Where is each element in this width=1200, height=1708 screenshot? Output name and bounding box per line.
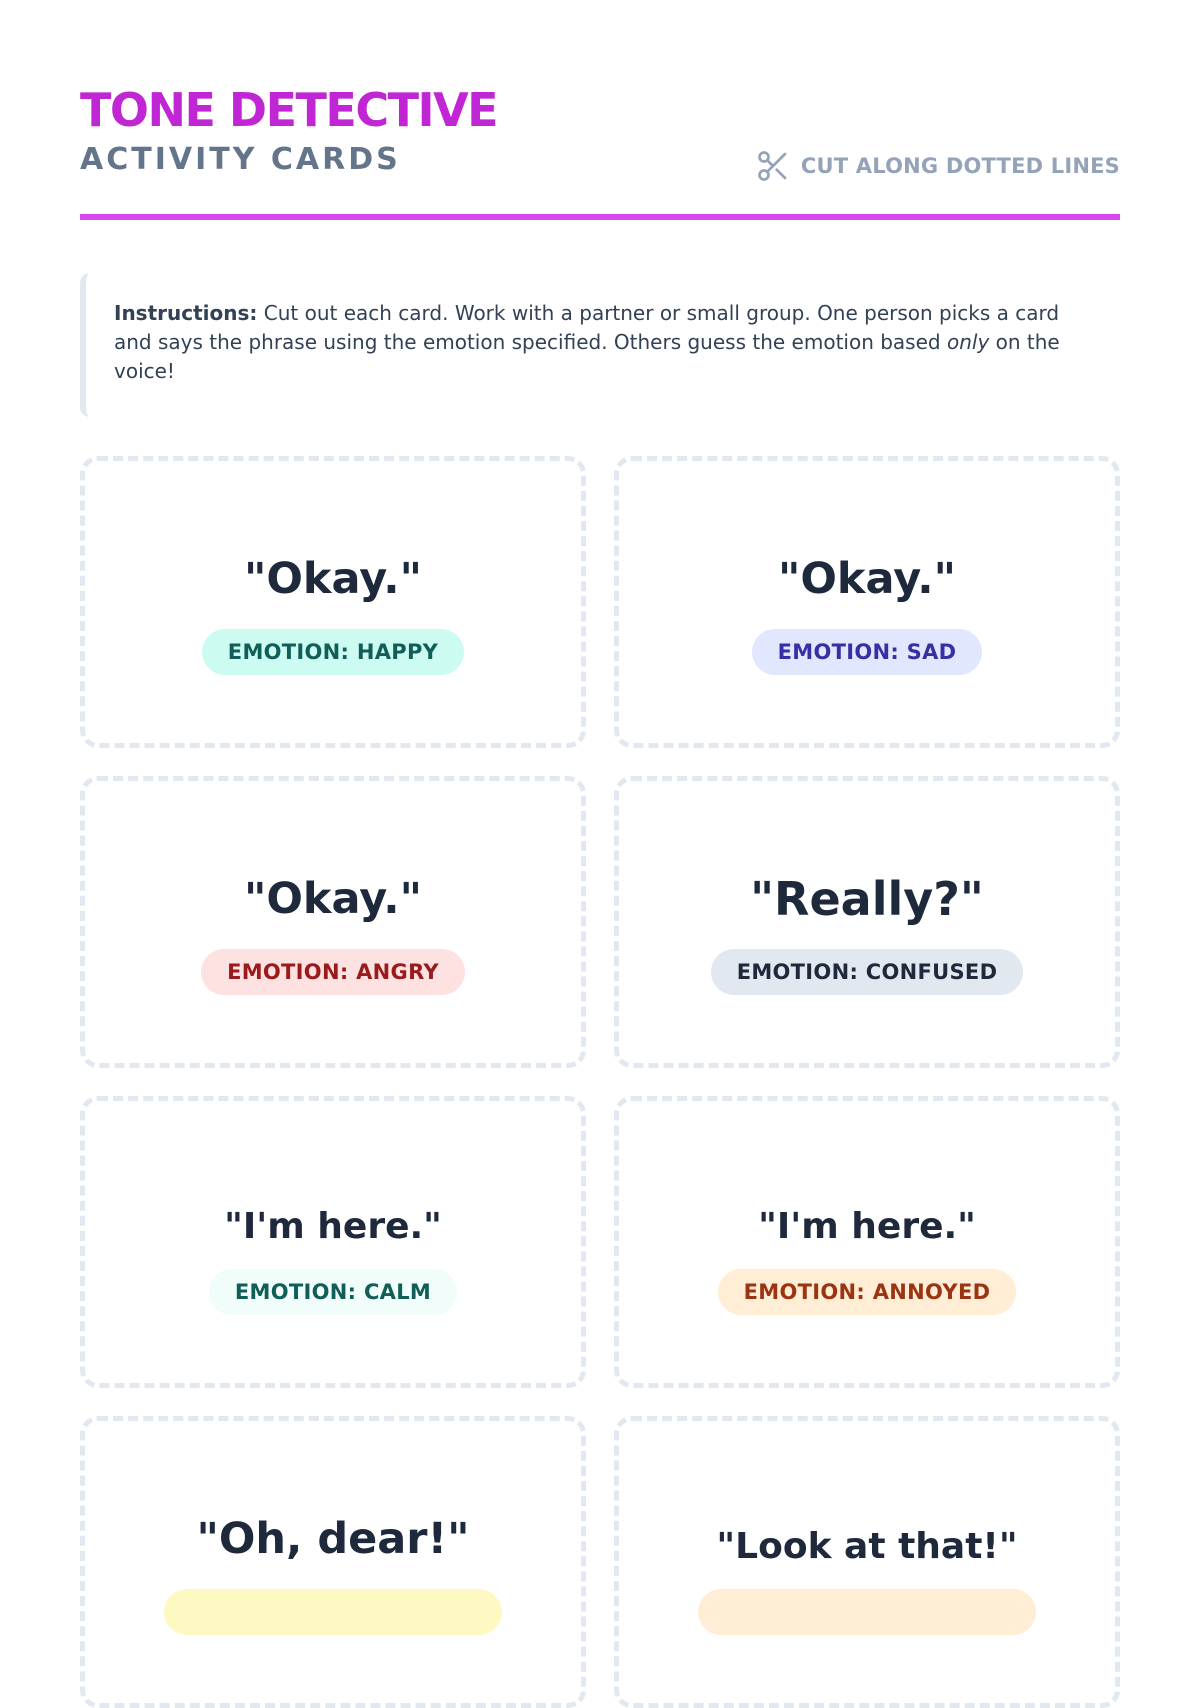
card-phrase: "Okay." — [243, 554, 423, 604]
activity-card — [80, 1416, 586, 1708]
emotion-badge — [164, 1589, 502, 1635]
card-phrase: "I'm here." — [224, 1206, 442, 1247]
instructions-text-2: on the voice! — [114, 330, 1060, 383]
activity-card — [614, 776, 1120, 1068]
cut-note — [755, 148, 1120, 184]
cut-note-text: CUT ALONG DOTTED LINES — [800, 154, 1120, 178]
card-phrase: "Look at that!" — [716, 1526, 1018, 1567]
activity-sheet — [80, 0, 1120, 1600]
activity-card — [80, 776, 586, 1068]
instructions-emphasis: only — [946, 330, 990, 354]
scissors-icon — [755, 148, 791, 184]
emotion-badge: EMOTION: SAD — [752, 629, 983, 675]
instructions-text-1: Cut out each card. Work with a partner or small group. One person picks a card and says the phrase using the emotion specified. Others guess the emotion based — [114, 301, 1060, 354]
card-phrase: "I'm here." — [758, 1206, 976, 1247]
activity-card — [614, 1416, 1120, 1708]
header-divider — [80, 214, 1120, 220]
page-subtitle: ACTIVITY CARDS — [80, 142, 401, 177]
activity-card — [614, 456, 1120, 748]
instructions-box — [80, 273, 1120, 417]
instructions-label: Instructions: — [114, 301, 258, 325]
emotion-badge: EMOTION: CONFUSED — [711, 949, 1024, 995]
activity-card — [80, 456, 586, 748]
card-phrase: "Really?" — [750, 872, 984, 926]
page-title: TONE DETECTIVE — [80, 83, 498, 137]
emotion-badge: EMOTION: HAPPY — [202, 629, 464, 675]
emotion-badge: EMOTION: CALM — [209, 1269, 457, 1315]
card-phrase: "Oh, dear!" — [196, 1514, 470, 1564]
emotion-badge: EMOTION: ANNOYED — [718, 1269, 1017, 1315]
emotion-badge — [698, 1589, 1036, 1635]
card-phrase: "Okay." — [243, 874, 423, 924]
emotion-badge: EMOTION: ANGRY — [201, 949, 465, 995]
activity-card — [614, 1096, 1120, 1388]
card-phrase: "Okay." — [777, 554, 957, 604]
header — [80, 82, 1120, 222]
activity-card — [80, 1096, 586, 1388]
